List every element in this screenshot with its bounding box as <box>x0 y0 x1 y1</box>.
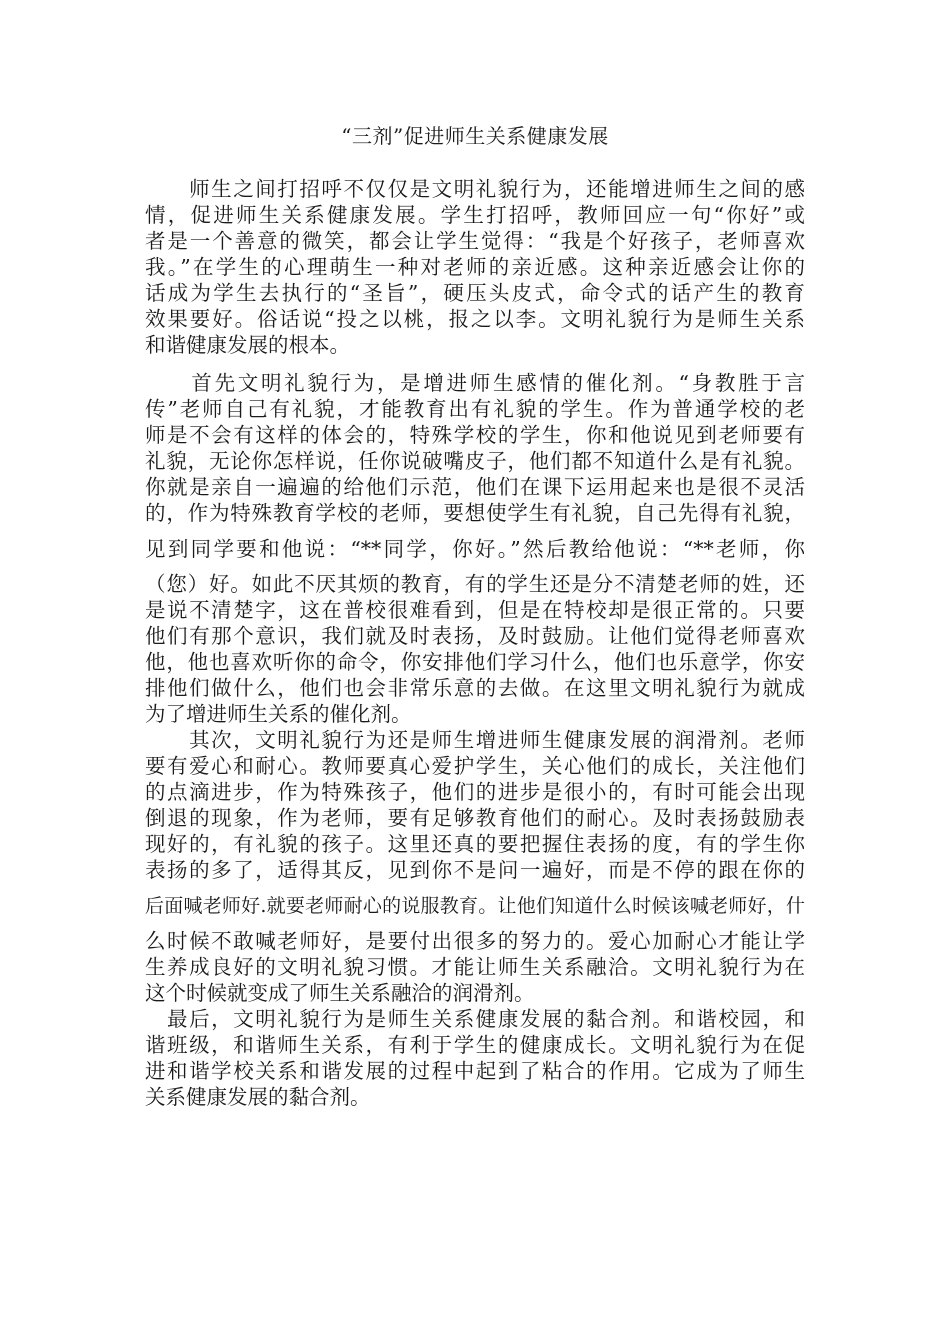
paragraph-1-line-3: 者是一个善意的微笑，都会让学生觉得：“我是个好孩子，老师喜欢 <box>145 229 805 253</box>
paragraph-1-line-2: 情，促进师生关系健康发展。学生打招呼，教师回应一句“你好”或 <box>145 203 805 227</box>
paragraph-4-line-4: 关系健康发展的黏合剂。 <box>145 1085 371 1109</box>
paragraph-1-line-4: 我。”在学生的心理萌生一种对老师的亲近感。这种亲近感会让你的 <box>145 255 805 279</box>
paragraph-4-line-2: 谐班级，和谐师生关系，有利于学生的健康成长。文明礼貌行为在促 <box>145 1033 805 1057</box>
paragraph-3-line-3: 的点滴进步，作为特殊孩子，他们的进步是很小的，有时可能会出现 <box>145 780 805 804</box>
paragraph-1-line-6: 效果要好。俗话说“投之以桃，报之以李。文明礼貌行为是师生关系 <box>145 307 805 331</box>
paragraph-2-line-9: 是说不清楚字，这在普校很难看到，但是在特校却是很正常的。只要 <box>145 598 805 622</box>
paragraph-1-line-5: 话成为学生去执行的“圣旨”，硬压头皮式，命令式的话产生的教育 <box>145 281 805 305</box>
paragraph-3-line-4: 倒退的现象，作为老师，要有足够教育他们的耐心。及时表扬鼓励表 <box>145 806 805 830</box>
paragraph-2-line-10: 他们有那个意识，我们就及时表扬，及时鼓励。让他们觉得老师喜欢 <box>145 624 805 648</box>
paragraph-2-line-12: 排他们做什么，他们也会非常乐意的去做。在这里文明礼貌行为就成 <box>145 676 805 700</box>
document-title: “三剂”促进师生关系健康发展 <box>341 124 609 148</box>
paragraph-3-line-8: 么时候不敢喊老师好，是要付出很多的努力的。爱心加耐心才能让学 <box>145 929 805 953</box>
paragraph-4-line-1: 最后，文明礼貌行为是师生关系健康发展的黏合剂。和谐校园，和 <box>145 1007 805 1031</box>
paragraph-3-line-9: 生养成良好的文明礼貌习惯。才能让师生关系融洽。文明礼貌行为在 <box>145 955 805 979</box>
paragraph-2-line-4: 礼貌，无论你怎样说，任你说破嘴皮子，他们都不知道什么是有礼貌。 <box>145 449 805 473</box>
paragraph-4-line-3: 进和谐学校关系和谐发展的过程中起到了粘合的作用。它成为了师生 <box>145 1059 805 1083</box>
paragraph-3-line-6: 表扬的多了，适得其反，见到你不是问一遍好，而是不停的跟在你的 <box>145 858 805 882</box>
paragraph-3-line-1: 其次，文明礼貌行为还是师生增进师生健康发展的润滑剂。老师 <box>145 728 805 752</box>
paragraph-1-line-7: 和谐健康发展的根本。 <box>145 333 350 357</box>
paragraph-2-line-5: 你就是亲自一遍遍的给他们示范，他们在课下运用起来也是很不灵活 <box>145 475 805 499</box>
paragraph-2-line-7: 见到同学要和他说：“**同学，你好。”然后教给他说：“**老师，你 <box>145 537 805 561</box>
paragraph-2-line-11: 他，他也喜欢听你的命令，你安排他们学习什么，他们也乐意学，你安 <box>145 650 805 674</box>
paragraph-3-line-7: 后面喊老师好.就要老师耐心的说服教育。让他们知道什么时候该喊老师好，什 <box>145 895 805 917</box>
paragraph-1-line-1: 师生之间打招呼不仅仅是文明礼貌行为，还能增进师生之间的感 <box>145 177 805 201</box>
paragraph-3-line-5: 现好的，有礼貌的孩子。这里还真的要把握住表扬的度，有的学生你 <box>145 832 805 856</box>
paragraph-2-line-2: 传”老师自己有礼貌，才能教育出有礼貌的学生。作为普通学校的老 <box>145 397 805 421</box>
paragraph-3-line-2: 要有爱心和耐心。教师要真心爱护学生，关心他们的成长，关注他们 <box>145 754 805 778</box>
paragraph-2-line-1: 首先文明礼貌行为，是增进师生感情的催化剂。“身教胜于言 <box>145 371 805 395</box>
paragraph-2-line-13: 为了增进师生关系的催化剂。 <box>145 702 412 726</box>
paragraph-2-line-8: （您）好。如此不厌其烦的教育，有的学生还是分不清楚老师的姓，还 <box>145 572 805 596</box>
paragraph-2-line-3: 师是不会有这样的体会的，特殊学校的学生，你和他说见到老师要有 <box>145 423 805 447</box>
paragraph-2-line-6: 的，作为特殊教育学校的老师，要想使学生有礼貌，自己先得有礼貌， <box>145 501 805 525</box>
paragraph-3-line-10: 这个时候就变成了师生关系融洽的润滑剂。 <box>145 981 535 1005</box>
